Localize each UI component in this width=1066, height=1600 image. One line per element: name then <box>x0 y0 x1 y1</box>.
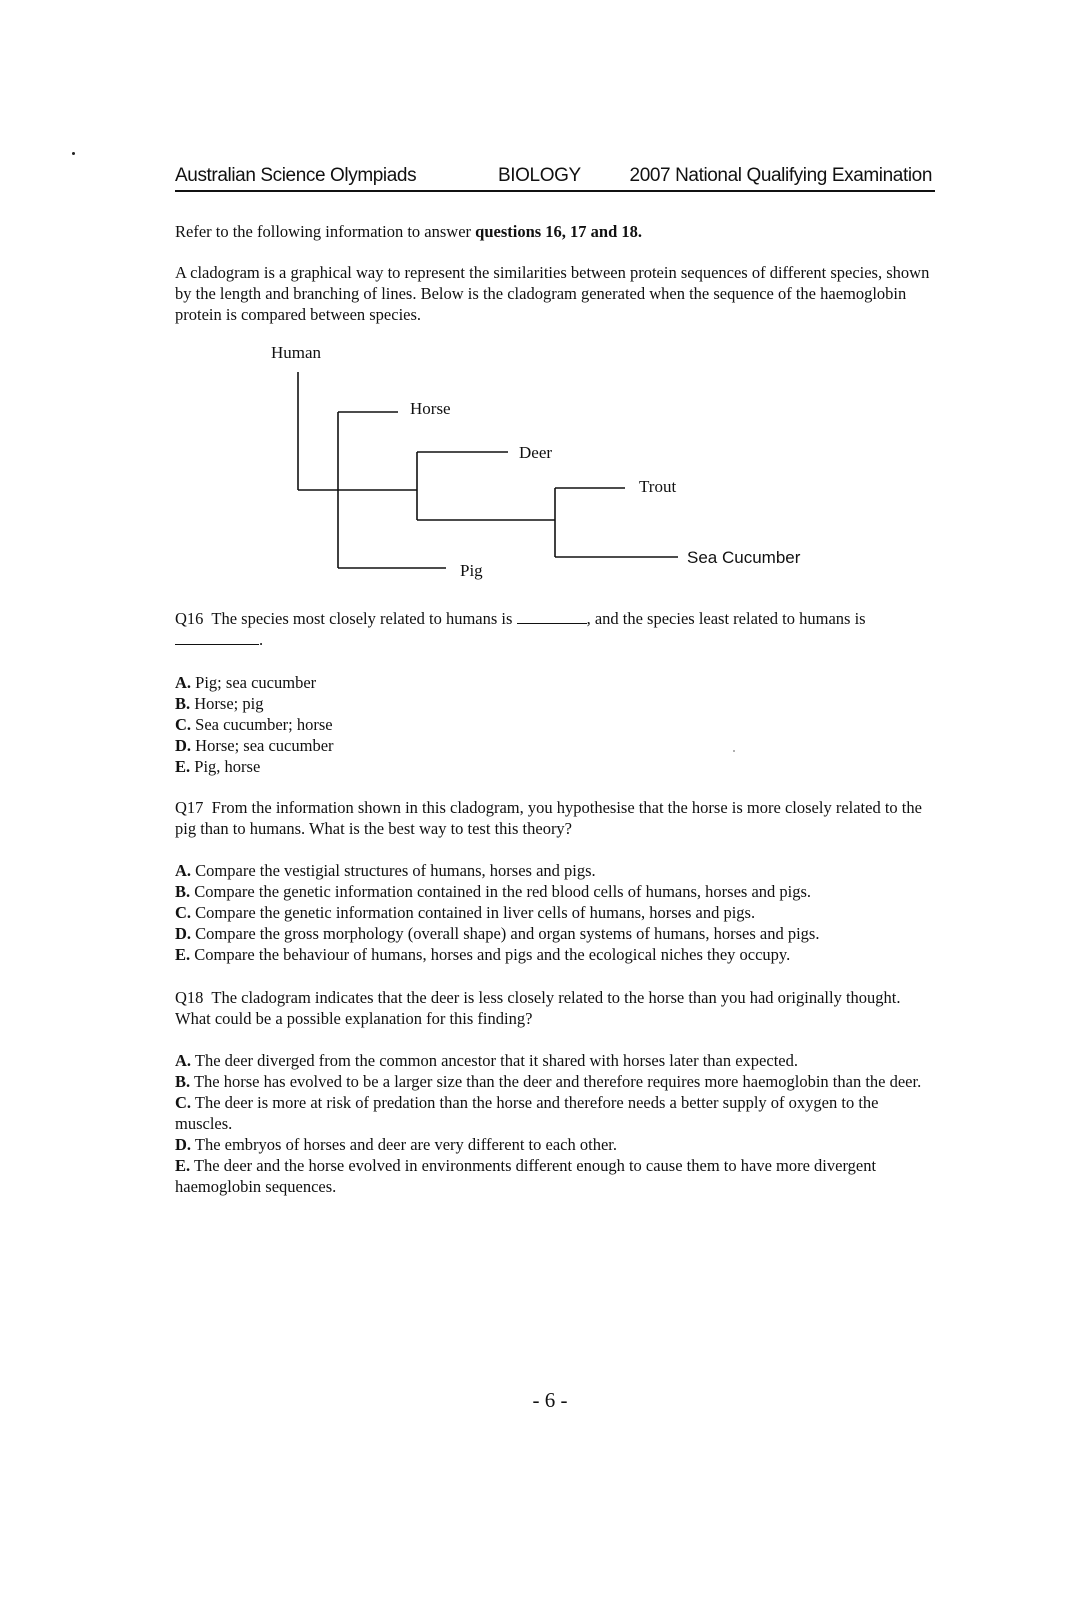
option-text: Sea cucumber; horse <box>195 715 333 734</box>
question-17-stem <box>175 797 935 839</box>
option-c <box>175 902 935 923</box>
answer-blank <box>175 630 259 645</box>
option-text: Compare the gross morphology (overall shape) and organ systems of humans, horses and pigs. <box>195 924 820 943</box>
question-17-text: From the information shown in this cladogram, you hypothesise that the horse is more closely related to the pig than to humans. What is the best way to test this theory? <box>175 798 922 838</box>
option-letter: A. <box>175 861 192 880</box>
option-letter: C. <box>175 1093 192 1112</box>
option-letter: E. <box>175 1156 191 1175</box>
answer-blank <box>517 609 587 624</box>
option-letter: A. <box>175 673 192 692</box>
option-text: Horse; sea cucumber <box>195 736 334 755</box>
option-letter: A. <box>175 1051 192 1070</box>
option-b <box>175 693 935 714</box>
question-18-text: The cladogram indicates that the deer is less closely related to the horse than you had originally thought. What could be a possible explanation for this finding? <box>175 988 901 1028</box>
scan-speck <box>72 152 75 155</box>
option-text: Horse; pig <box>194 694 264 713</box>
label-pig: Pig <box>460 561 483 580</box>
option-letter: D. <box>175 736 192 755</box>
cladogram <box>250 340 830 590</box>
question-16-stem <box>175 608 935 650</box>
option-text: Compare the vestigial structures of humans, horses and pigs. <box>195 861 596 880</box>
option-text: Pig, horse <box>194 757 261 776</box>
question-16-stem-end: . <box>259 630 264 649</box>
option-d <box>175 923 935 944</box>
question-18-number: Q18 <box>175 988 204 1007</box>
option-text: Compare the genetic information contained in liver cells of humans, horses and pigs. <box>195 903 756 922</box>
label-sea-cucumber: Sea Cucumber <box>687 548 801 567</box>
question-16-options <box>175 672 935 777</box>
option-e <box>175 944 935 965</box>
option-c <box>175 1092 935 1134</box>
option-b <box>175 1071 935 1092</box>
option-text: Pig; sea cucumber <box>195 673 317 692</box>
option-e <box>175 1155 935 1197</box>
cladogram-branches <box>298 372 678 568</box>
intro-reference-text: Refer to the following information to answer <box>175 222 476 241</box>
option-a <box>175 1050 935 1071</box>
option-letter: D. <box>175 924 192 943</box>
question-16-number: Q16 <box>175 609 204 628</box>
intro-reference <box>175 221 935 242</box>
page-number: - 6 - <box>532 1388 568 1412</box>
option-text: The horse has evolved to be a larger size than the deer and therefore requires more haemoglobin than the deer. <box>193 1072 922 1091</box>
option-text: The deer is more at risk of predation than the horse and therefore needs a better supply of oxygen to the muscles. <box>175 1093 879 1133</box>
option-letter: E. <box>175 757 191 776</box>
option-letter: E. <box>175 945 191 964</box>
option-text: The deer and the horse evolved in environments different enough to cause them to have more divergent haemoglobin sequences. <box>175 1156 877 1196</box>
question-17-options <box>175 860 935 965</box>
option-text: The embryos of horses and deer are very different to each other. <box>194 1135 617 1154</box>
page-header <box>175 162 935 192</box>
option-d <box>175 735 935 756</box>
header-organisation: Australian Science Olympiads <box>175 165 417 186</box>
question-16-stem-part2: , and the species least related to humans is <box>586 609 866 628</box>
label-trout: Trout <box>639 477 677 496</box>
option-c <box>175 714 935 735</box>
option-b <box>175 881 935 902</box>
option-text: Compare the genetic information contained in the red blood cells of humans, horses and pigs. <box>194 882 812 901</box>
question-18-options <box>175 1050 935 1197</box>
question-17-number: Q17 <box>175 798 204 817</box>
intro-reference-questions: questions 16, 17 and 18. <box>475 222 643 241</box>
question-16 <box>175 608 935 650</box>
label-horse: Horse <box>410 399 451 418</box>
option-letter: C. <box>175 903 192 922</box>
label-deer: Deer <box>519 443 553 462</box>
intro-description: A cladogram is a graphical way to represent the similarities between protein sequences of different species, shown by the length and branching of lines. Below is the cladogram generated when the sequence of the haemoglobin protein is compared between species. <box>175 263 930 324</box>
label-human: Human <box>271 343 322 362</box>
option-letter: B. <box>175 882 191 901</box>
option-d <box>175 1134 935 1155</box>
question-16-stem-part1: The species most closely related to humans is <box>211 609 513 628</box>
option-letter: D. <box>175 1135 192 1154</box>
option-letter: C. <box>175 715 192 734</box>
option-letter: B. <box>175 694 191 713</box>
header-subject: BIOLOGY <box>498 165 581 186</box>
option-e <box>175 756 935 777</box>
option-a <box>175 860 935 881</box>
option-letter: B. <box>175 1072 191 1091</box>
option-text: The deer diverged from the common ancestor that it shared with horses later than expected. <box>194 1051 798 1070</box>
option-a <box>175 672 935 693</box>
question-18-stem <box>175 987 935 1029</box>
header-exam-title: 2007 National Qualifying Examination <box>629 165 932 186</box>
option-text: Compare the behaviour of humans, horses and pigs and the ecological niches they occupy. <box>194 945 791 964</box>
